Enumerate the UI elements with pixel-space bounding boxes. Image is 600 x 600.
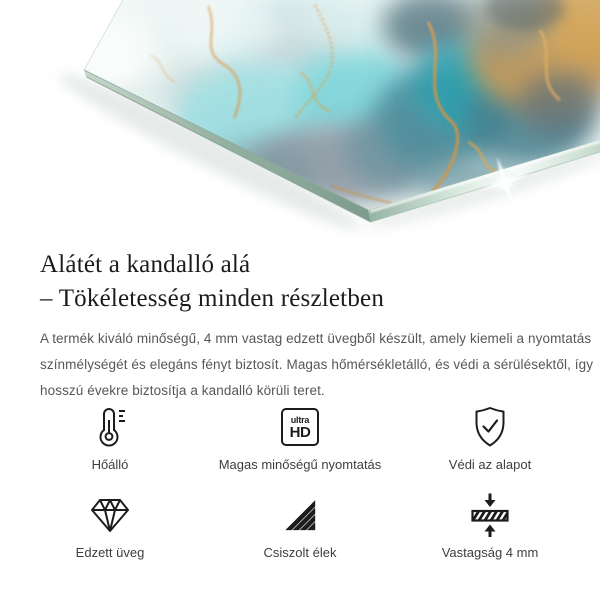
feature-label: Csiszolt élek bbox=[263, 545, 337, 560]
feature-thickness bbox=[395, 486, 585, 562]
shield-check-icon bbox=[470, 398, 510, 456]
feature-label: Magas minőségű nyomtatás bbox=[218, 457, 382, 472]
feature-tempered-glass bbox=[15, 486, 205, 562]
product-photo bbox=[0, 0, 600, 240]
feature-label: Edzett üveg bbox=[75, 545, 145, 560]
description-line: színmélységét és elegáns fényt biztosít. Magas hőmérsékletálló, és védi a sérülésektől, így bbox=[40, 356, 594, 372]
features-grid bbox=[15, 398, 585, 562]
feature-heat-resistant bbox=[15, 398, 205, 474]
feature-base-protection bbox=[395, 398, 585, 474]
feature-polished-edges bbox=[205, 486, 395, 562]
title-line-2: – Tökéletesség minden részletben bbox=[40, 284, 385, 312]
thermometer-icon bbox=[90, 398, 130, 456]
product-description bbox=[40, 326, 594, 404]
feature-label: Hőálló bbox=[91, 457, 129, 472]
description-line: A termék kiváló minőségű, 4 mm vastag edzett üvegből készült, amely kiemeli a nyomtatás bbox=[40, 330, 592, 346]
title-line-1: Alátét a kandalló alá bbox=[40, 250, 251, 278]
ultra-hd-icon bbox=[281, 398, 319, 456]
glass-panel-art bbox=[0, 0, 600, 240]
feature-print-quality bbox=[205, 398, 395, 474]
diamond-icon bbox=[87, 486, 133, 544]
page-title bbox=[40, 248, 560, 316]
feature-label: Vastagság 4 mm bbox=[441, 545, 539, 560]
feature-label: Védi az alapot bbox=[448, 457, 532, 472]
thickness-icon bbox=[468, 486, 512, 544]
ultra-hd-badge-bottom: HD bbox=[289, 423, 311, 441]
polished-edges-icon bbox=[282, 486, 318, 544]
ultra-hd-badge-top: ultra bbox=[290, 414, 310, 425]
description-line: hosszú évekre biztosítja a kandalló körüli teret. bbox=[40, 382, 325, 398]
